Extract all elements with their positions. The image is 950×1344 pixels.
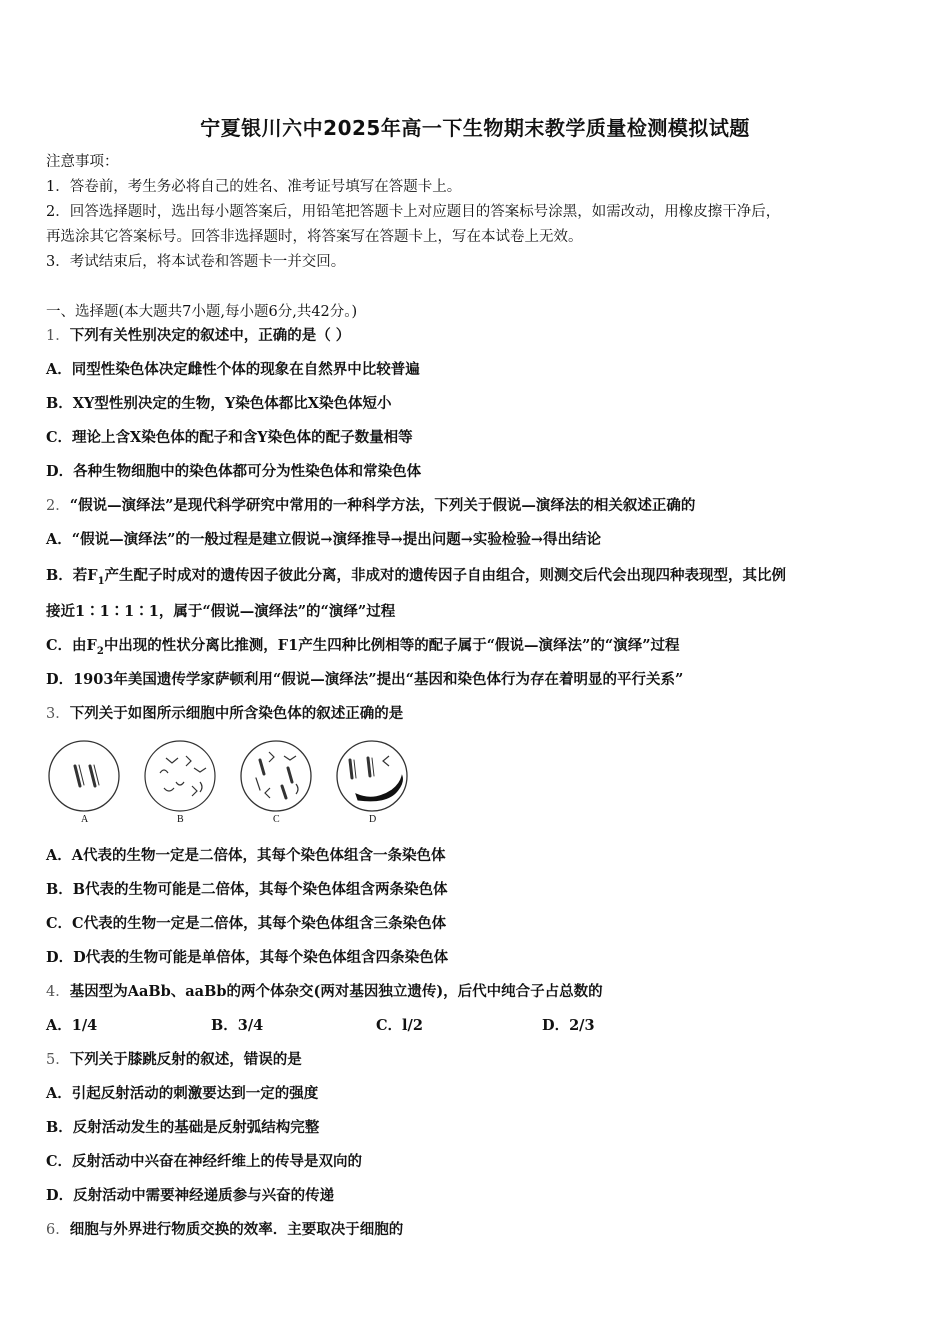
option-text: 中出现的性状分离比推测，F1产生四种比例相等的配子属于“假说—演绎法”的“演绎”过程 [103,637,680,654]
section-header: 一、选择题(本大题共7小题,每小题6分,共42分。) [46,304,358,320]
option-text: 产生配子时成对的遗传因子彼此分离，非成对的遗传因子自由组合，则测交后代会出现四种表现型，其比例 [104,567,787,584]
question-stem: “假说—演绎法”是现代科学研究中常用的一种科学方法，下列关于假说—演绎法的相关叙述正确的 [69,497,696,514]
q5-option-b: B．反射活动发生的基础是反射弧结构完整 [46,1119,320,1136]
option-text: C．由F [46,637,97,654]
question-stem: 细胞与外界进行物质交换的效率．主要取决于细胞的 [69,1221,404,1238]
q4-option-c: C．l/2 [376,1017,423,1034]
notice-item: 3．考试结束后，将本试卷和答题卡一并交回。 [46,254,346,270]
question-6 [46,1220,403,1240]
q2-option-d: D．1903年美国遗传学家萨顿利用“假说—演绎法”提出“基因和染色体行为存在着明显的平行关系” [46,671,684,688]
question-number: 3． [46,706,70,722]
page-title: 宁夏银川六中2025年高一下生物期末教学质量检测模拟试题 [200,116,750,140]
q5-option-d: D．反射活动中需要神经递质参与兴奋的传递 [46,1187,335,1204]
question-5 [46,1050,302,1070]
question-stem: 基因型为AaBb、aaBb的两个体杂交(两对基因独立遗传)，后代中纯合子占总数的 [69,983,603,1000]
q1-option-a: A．同型性染色体决定雌性个体的现象在自然界中比较普遍 [46,361,420,378]
q3-option-c: C．C代表的生物一定是二倍体，其每个染色体组含三条染色体 [46,915,447,932]
q5-option-a: A．引起反射活动的刺激要达到一定的强度 [46,1085,319,1102]
figure-label-c: C [273,814,280,825]
question-number: 2． [46,498,70,514]
figure-label-d: D [369,814,377,825]
q5-option-c: C．反射活动中兴奋在神经纤维上的传导是双向的 [46,1153,363,1170]
q4-option-b: B．3/4 [211,1017,264,1034]
question-number: 5． [46,1052,70,1068]
question-stem: 下列关于膝跳反射的叙述，错误的是 [69,1051,302,1068]
q1-option-b: B．XY型性别决定的生物，Y染色体都比X染色体短小 [46,395,392,412]
notice-item: 1．答卷前，考生务必将自己的姓名、准考证号填写在答题卡上。 [46,179,462,195]
q4-option-d: D．2/3 [542,1017,595,1034]
figure-label-b: B [177,814,184,825]
figure-label-a: A [81,814,89,825]
question-number: 4． [46,984,70,1000]
cell-b [145,741,215,811]
subscript: 1 [97,575,105,587]
q3-option-b: B．B代表的生物可能是二倍体，其每个染色体组含两条染色体 [46,881,448,898]
q2-option-a: A．“假说—演绎法”的一般过程是建立假说→演绎推导→提出问题→实验检验→得出结论 [46,531,602,548]
question-4 [46,982,603,1002]
question-1 [46,326,350,346]
q2-option-b-cont: 接近1∶1∶1∶1，属于“假说—演绎法”的“演绎”过程 [46,603,396,620]
q1-option-c: C．理论上含X染色体的配子和含Y染色体的配子数量相等 [46,429,413,446]
notice-item: 2．回答选择题时，选出每小题答案后，用铅笔把答题卡上对应题目的答案标号涂黑，如需改动，用橡皮擦干净后， [46,204,781,220]
chromosome-figure [44,738,414,830]
q1-option-d: D．各种生物细胞中的染色体都可分为性染色体和常染色体 [46,463,422,480]
question-stem: 下列有关性别决定的叙述中，正确的是（ ） [69,327,351,344]
cell-a [49,741,119,811]
question-stem: 下列关于如图所示细胞中所含染色体的叙述正确的是 [69,705,404,722]
option-text: B．若F [46,567,98,584]
cell-c [241,741,311,811]
notice-item: 再选涂其它答案标号。回答非选择题时，将答案写在答题卡上，写在本试卷上无效。 [46,229,583,245]
question-3 [46,704,403,724]
q2-option-c [46,636,680,662]
question-number: 6． [46,1222,70,1238]
notice-header: 注意事项： [46,154,119,170]
q3-option-d: D．D代表的生物可能是单倍体，其每个染色体组含四条染色体 [46,949,449,966]
subscript: 2 [96,645,104,657]
cell-d [337,741,407,811]
question-number: 1． [46,328,70,344]
cell-diagrams [44,738,414,816]
question-2 [46,496,695,516]
q3-option-a: A．A代表的生物一定是二倍体，其每个染色体组含一条染色体 [46,847,446,864]
q2-option-b [46,566,786,592]
q4-option-a: A．1/4 [46,1017,98,1034]
